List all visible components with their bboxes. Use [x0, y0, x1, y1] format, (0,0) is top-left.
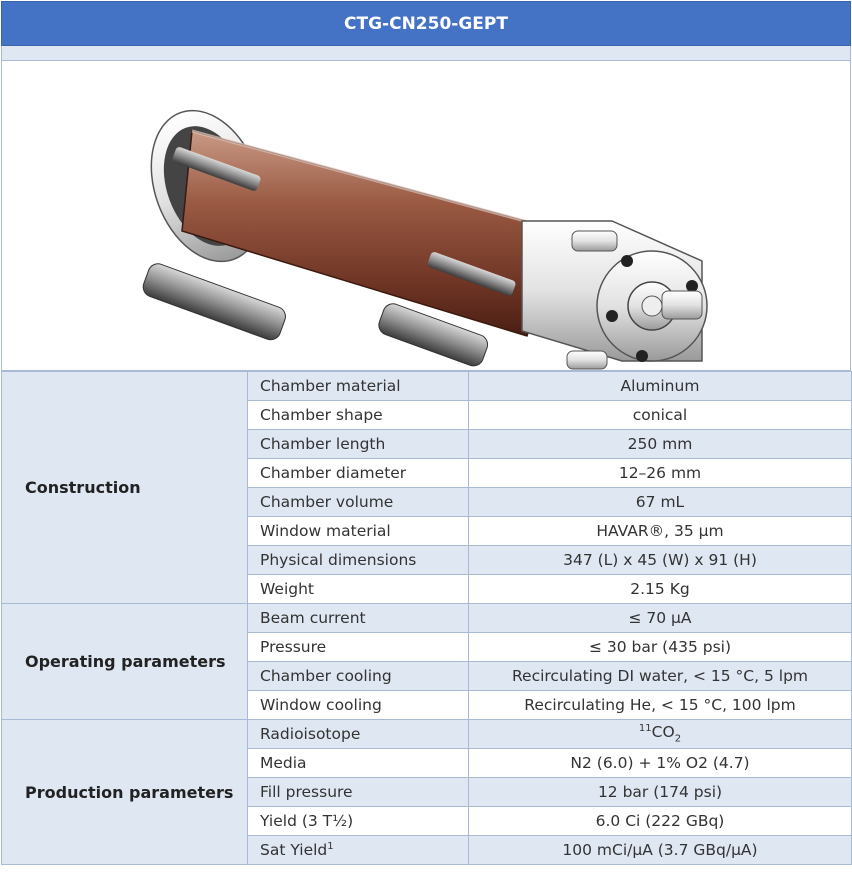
row-value: Recirculating DI water, < 15 °C, 5 lpm: [469, 662, 852, 691]
row-label: Fill pressure: [248, 778, 469, 807]
beam-nozzle: [662, 291, 702, 319]
top-right-fitting: [572, 231, 617, 251]
row-label: Window material: [248, 517, 469, 546]
row-value: ≤ 30 bar (435 psi): [469, 633, 852, 662]
group-operating-parameters: Operating parameters: [2, 604, 248, 720]
row-label: Chamber length: [248, 430, 469, 459]
row-value: 100 mCi/µA (3.7 GBq/µA): [469, 836, 852, 865]
group-construction: Construction: [2, 372, 248, 604]
row-value: 6.0 Ci (222 GBq): [469, 807, 852, 836]
lower-right-fitting: [567, 351, 607, 369]
row-value: HAVAR®, 35 µm: [469, 517, 852, 546]
row-label: Pressure: [248, 633, 469, 662]
row-value: conical: [469, 401, 852, 430]
row-value: 12 bar (174 psi): [469, 778, 852, 807]
row-value: Recirculating He, < 15 °C, 100 lpm: [469, 691, 852, 720]
row-label: Yield (3 T½): [248, 807, 469, 836]
header-divider-strip: [1, 46, 851, 60]
row-label: Chamber volume: [248, 488, 469, 517]
isotope-subscript: 2: [674, 733, 682, 745]
table-row: [2, 604, 852, 633]
row-label: Beam current: [248, 604, 469, 633]
bottom-fitting-left: [140, 261, 288, 343]
row-value: 250 mm: [469, 430, 852, 459]
row-value: 12–26 mm: [469, 459, 852, 488]
sat-yield-label: Sat Yield: [260, 841, 328, 860]
row-label: Chamber diameter: [248, 459, 469, 488]
spec-sheet: [1, 1, 851, 865]
row-label: Chamber material: [248, 372, 469, 401]
row-value: N2 (6.0) + 1% O2 (4.7): [469, 749, 852, 778]
isotope-formula: CO: [651, 723, 675, 742]
row-value: 347 (L) x 45 (W) x 91 (H): [469, 546, 852, 575]
row-label: Weight: [248, 575, 469, 604]
page-title: CTG-CN250-GEPT: [1, 1, 851, 46]
table-row: [2, 720, 852, 749]
row-value: 2.15 Kg: [469, 575, 852, 604]
row-label: Physical dimensions: [248, 546, 469, 575]
spec-table: [1, 371, 852, 865]
row-label: Radioisotope: [248, 720, 469, 749]
row-value: ≤ 70 µA: [469, 604, 852, 633]
row-label: Chamber shape: [248, 401, 469, 430]
row-value: [469, 720, 852, 749]
row-value: Aluminum: [469, 372, 852, 401]
footnote-marker: 1: [327, 840, 334, 852]
row-value: 67 mL: [469, 488, 852, 517]
row-label: Chamber cooling: [248, 662, 469, 691]
target-assembly-illustration: [2, 61, 850, 370]
row-label: Window cooling: [248, 691, 469, 720]
group-production-parameters: Production parameters: [2, 720, 248, 865]
isotope-mass-number: 11: [638, 723, 652, 735]
row-label: [248, 836, 469, 865]
table-row: [2, 372, 852, 401]
row-label: Media: [248, 749, 469, 778]
product-image: [1, 60, 851, 371]
